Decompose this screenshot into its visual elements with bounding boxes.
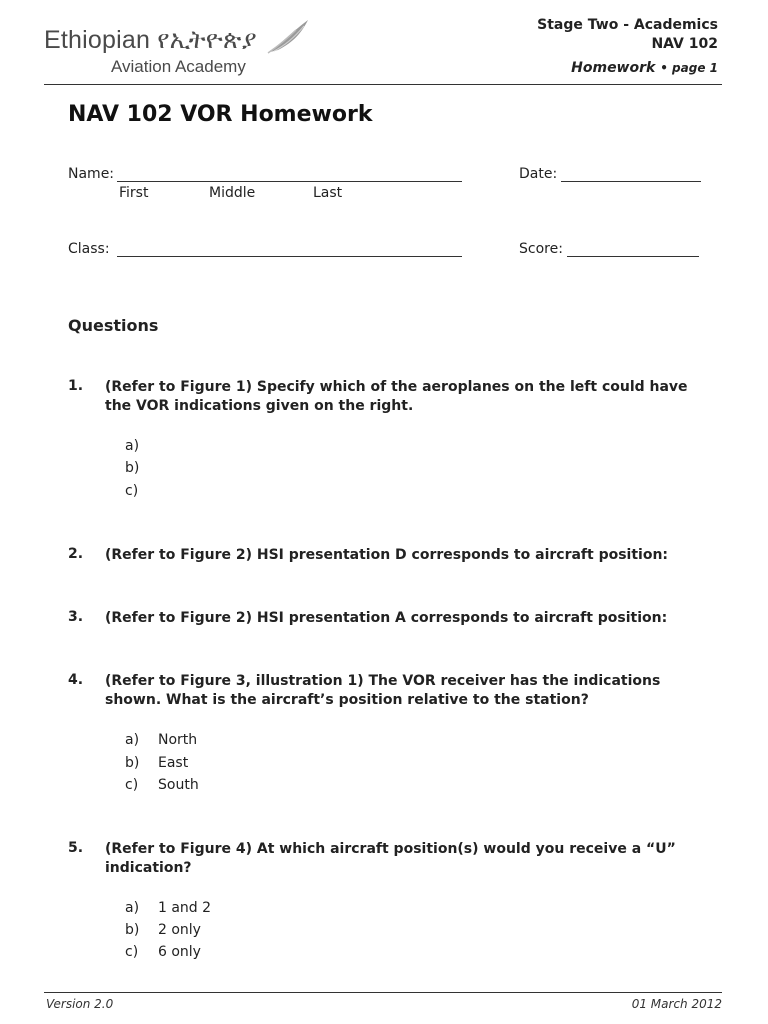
option-text[interactable]: East [158,755,189,771]
footer-divider [44,992,722,993]
option-letter[interactable]: c) [125,483,139,499]
question-number: 2. [68,546,84,562]
score-label: Score: [519,241,563,257]
first-name-hint: First [119,185,149,201]
middle-name-hint: Middle [209,185,256,201]
option-letter[interactable]: b) [125,922,140,938]
header-divider [44,84,722,85]
stage-label: Stage Two - Academics [537,17,718,33]
option-text[interactable]: South [158,777,199,793]
option-text[interactable]: 6 only [158,944,201,960]
option-letter[interactable]: b) [125,755,140,771]
name-label: Name: [68,166,115,182]
option-letter[interactable]: a) [125,900,140,916]
question-text: (Refer to Figure 4) At which aircraft position(s) would you receive a “U” indication? [105,841,676,876]
footer-date: 01 March 2012 [631,997,722,1011]
option-text[interactable]: 2 only [158,922,201,938]
feather-logo-icon [266,18,310,54]
question-text: (Refer to Figure 2) HSI presentation D corresponds to aircraft position: [105,547,669,563]
last-name-hint: Last [313,185,343,201]
question-number: 3. [68,609,84,625]
question-number: 4. [68,672,84,688]
class-field[interactable] [117,256,462,257]
page-indicator [571,60,718,76]
option-letter[interactable]: c) [125,777,139,793]
question-text: (Refer to Figure 2) HSI presentation A corresponds to aircraft position: [105,610,668,626]
date-label: Date: [519,166,558,182]
questions-heading: Questions [68,316,159,335]
question-text: (Refer to Figure 3, illustration 1) The VOR receiver has the indications shown. What is the aircraft’s position relative to the station? [105,673,661,708]
option-letter[interactable]: c) [125,944,139,960]
doc-type: Homework [571,60,656,76]
option-text[interactable]: 1 and 2 [158,900,212,916]
score-field[interactable] [567,256,699,257]
org-name: Ethiopian የኢትዮጵያ [44,26,257,54]
question-number: 1. [68,378,84,394]
name-field[interactable] [117,181,462,182]
class-label: Class: [68,241,110,257]
option-letter[interactable]: b) [125,460,140,476]
date-field[interactable] [561,181,701,182]
org-subtitle: Aviation Academy [111,57,246,76]
option-letter[interactable]: a) [125,438,140,454]
question-number: 5. [68,840,84,856]
page-number: • page 1 [660,61,718,75]
course-code: NAV 102 [651,36,718,52]
option-letter[interactable]: a) [125,732,140,748]
question-text: (Refer to Figure 1) Specify which of the aeroplanes on the left could have the VOR indications given on the right. [105,379,688,414]
option-text[interactable]: North [158,732,198,748]
version-label: Version 2.0 [46,997,114,1011]
page-title: NAV 102 VOR Homework [68,102,373,127]
